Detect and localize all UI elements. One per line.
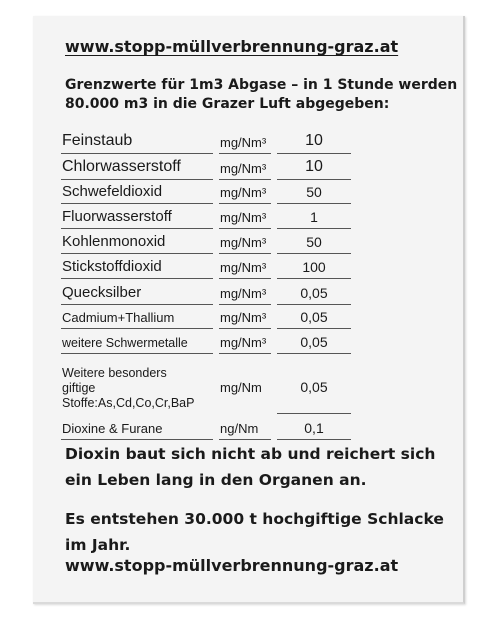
limit-value: 0,05 (300, 334, 328, 350)
value-cell (277, 304, 351, 329)
value-cell (277, 179, 351, 204)
value-cell (277, 129, 351, 154)
substance-name: Dioxine & Furane (62, 421, 163, 436)
intro-line-1: Grenzwerte für 1m3 Abgase – in 1 Stunde werden (65, 77, 458, 93)
substance-line-1: Weitere besonders (62, 366, 167, 380)
limit-value: 0,05 (300, 379, 328, 395)
substance-line-3: Stoffe:As,Cd,Co,Cr,BaP (62, 396, 195, 410)
unit-text: mg/Nm³ (220, 161, 267, 176)
substance-cell (61, 204, 213, 229)
unit-text: mg/Nm³ (220, 185, 267, 200)
unit-cell (219, 280, 271, 305)
limit-value: 0,05 (300, 285, 328, 301)
value-cell (277, 329, 351, 354)
unit-cell (219, 204, 271, 229)
unit-cell (219, 304, 271, 329)
value-cell (277, 204, 351, 229)
unit-text: mg/Nm³ (220, 235, 267, 250)
slag-statement (65, 506, 455, 558)
substance-name: Fluorwasserstoff (62, 208, 172, 225)
intro-text (65, 76, 458, 114)
statement-line-1: Es entstehen 30.000 t hochgiftige Schlacke (65, 510, 444, 528)
flyer-sheet (33, 16, 465, 604)
substance-name: weitere Schwermetalle (62, 336, 188, 350)
value-cell (277, 229, 351, 254)
substance-cell (61, 179, 213, 204)
substance-name: Schwefeldioxid (62, 183, 163, 200)
unit-cell (219, 417, 271, 440)
statement-line-2: im Jahr. (65, 536, 131, 554)
unit-text: mg/Nm³ (220, 210, 267, 225)
unit-cell (219, 179, 271, 204)
unit-cell (219, 155, 271, 180)
substance-cell (61, 280, 213, 305)
value-cell (277, 363, 351, 414)
limit-value: 100 (302, 259, 326, 275)
limit-value: 0,05 (300, 309, 328, 325)
substance-cell (61, 329, 213, 354)
substance-name: Quecksilber (62, 284, 142, 301)
unit-text: mg/Nm³ (220, 260, 267, 275)
limit-value: 50 (306, 184, 322, 200)
substance-cell (61, 304, 213, 329)
value-cell (277, 254, 351, 279)
substance-name: Stickstoffdioxid (62, 258, 162, 275)
substance-name: Cadmium+Thallium (62, 310, 175, 325)
statement-line-2: ein Leben lang in den Organen an. (65, 471, 367, 489)
unit-cell (219, 254, 271, 279)
statement-line-1: Dioxin baut sich nicht ab und reichert sich (65, 445, 436, 463)
substance-line-2: giftige (62, 381, 96, 395)
unit-text: mg/Nm³ (220, 135, 267, 150)
value-cell (277, 417, 351, 440)
substance-name: Kohlenmonoxid (62, 233, 166, 250)
unit-text: mg/Nm (220, 380, 262, 395)
substance-cell (61, 254, 213, 279)
unit-text: mg/Nm³ (220, 286, 267, 301)
substance-cell (61, 229, 213, 254)
unit-text: ng/Nm (220, 421, 259, 436)
value-cell (277, 280, 351, 305)
substance-name: Feinstaub (62, 132, 133, 149)
unit-text: mg/Nm³ (220, 310, 267, 325)
footer-url[interactable]: www.stopp-müllverbrennung-graz.at (65, 556, 399, 575)
unit-cell (219, 363, 271, 413)
value-cell (277, 155, 351, 180)
unit-cell (219, 229, 271, 254)
limit-value: 10 (305, 132, 323, 149)
substance-cell (61, 129, 213, 154)
intro-line-2: 80.000 m3 in die Grazer Luft abgegeben: (65, 96, 390, 112)
unit-cell (219, 129, 271, 154)
dioxin-statement (65, 441, 455, 493)
limit-value: 1 (310, 209, 318, 225)
header-url[interactable]: www.stopp-müllverbrennung-graz.at (65, 37, 399, 56)
substance-name (62, 366, 194, 411)
substance-cell (61, 155, 213, 180)
substance-name: Chlorwasserstoff (62, 158, 181, 175)
limit-value: 0,1 (304, 420, 324, 436)
unit-text: mg/Nm³ (220, 335, 267, 350)
substance-cell (61, 417, 213, 440)
substance-cell (61, 363, 213, 413)
unit-cell (219, 329, 271, 354)
limit-value: 50 (306, 234, 322, 250)
limit-value: 10 (305, 158, 323, 175)
